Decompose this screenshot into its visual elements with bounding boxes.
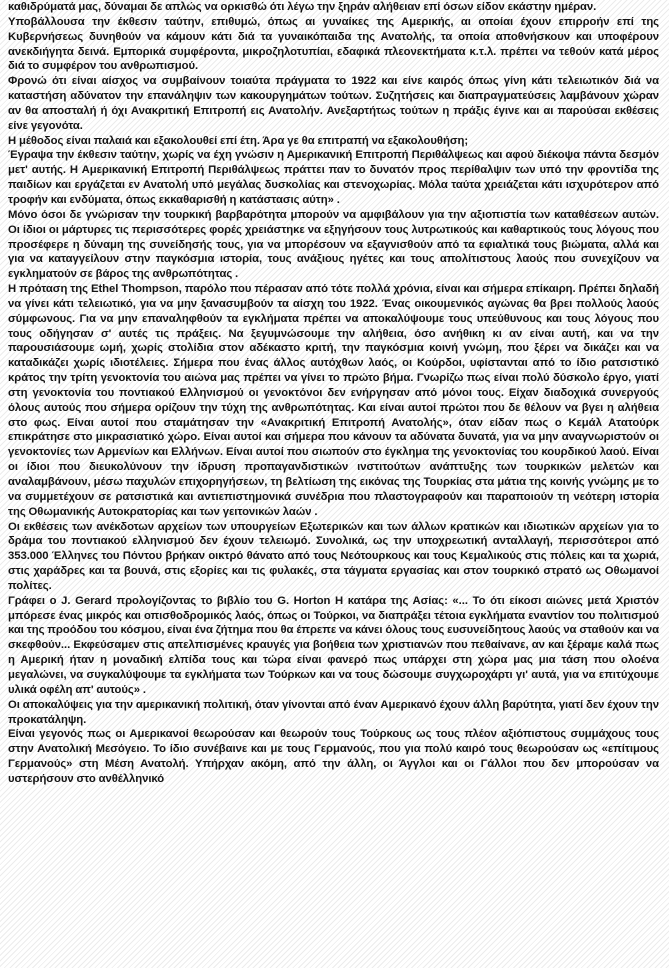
paragraph-relief-committee: Έγραψα την έκθεσιν ταύτην, χωρίς να έχη γνώσιν η Αμερικανική Επιτροπή Περιθάλψεως και αφού διέκοψα πάντα δεσμόν μετ' αυτής. Η Αμερικανική Επιτροπή Περιθάλψεως πράττει παν το δυνατόν προς περίθαλψιν των υπό την φροντίδα της παιδίων και εργάζεται εν Ανατολή υπό μεγάλας δυσκολίας και στενοχωρίας. Μόλα ταύτα χρειάζεται κάτι ισχυρότερον από τροφήν και ενδύματα, όπως εκκαθαρισθή η κατάστασις αύτη» . (8, 149, 659, 206)
paragraph-shame-1922: Φρονώ ότι είναι αίσχος να συμβαίνουν τοιαύτα πράγματα το 1922 και είνε καιρός όπως γίνη κάτι τελειωτικόν διά να καταστήση αδύνατον την επανάληψιν των κακουργημάτων τούτων. Συζητήσεις και διαπραγματεύσεις λαμβάνουν χώραν αν θα αποσταλή ή όχι Ανακριτική Επιτροπή εις Ανατολήν. Ανεξαρτήτως τούτων η πράξις έγινε και αι παρούσαι εκθέσεις είνε γεγονότα. (8, 75, 659, 132)
paragraph-american-policy: Οι αποκαλύψεις για την αμερικανική πολιτική, όταν γίνονται από έναν Αμερικανό έχουν άλλη βαρύτητα, γιατί δεν έχουν την προκατάληψη. (8, 698, 659, 726)
paragraph-witness-credibility: Μόνο όσοι δε γνώρισαν την τουρκική βαρβαρότητα μπορούν να αμφιβάλουν για την αξιοπιστία των καταθέσεων αυτών. Οι ίδιοι οι μάρτυρες τις περισσότερες φορές χρειάστηκε να εξηγήσουν τους λυτρωτικούς και καθαρτικούς τους λόγους που προσέφερε η δύναμη της συνείδησής τους, για να μπορέσουν να εξαγνισθούν από τα εφιαλτικά τους βιώματα, αλλά και για να καταγγείλουν στην παγκόσμια ιστορία, τους ανάξιους ηγέτες και τους απολίτιστους λαούς που συνεχίζουν να εγκληματούν σε βάρος της ανθρωπότητας . (8, 208, 659, 281)
paragraph-report-submission: Υποβάλλουσα την έκθεσιν ταύτην, επιθυμώ, όπως αι γυναίκες της Αμερικής, αι οποίαι έχουν επιρροήν επί της Κυβερνήσεως δυνηθούν να κάμουν κάτι διά τα γυναικόπαιδα της Ανατολής, τα οποία αποθνήσκουν και υποφέρουν ανεκδιήγητα δεινά. Εμπορικά συμφέροντα, μικροζηλοτυπίαι, εδαφικά πλεονεκτήματα κ.τ.λ. πρέπει να τεθούν κατά μέρος διά το συμφέρον του ανθρωπισμού. (8, 15, 659, 73)
paragraph-archive-reports: Οι εκθέσεις των ανέκδοτων αρχείων των υπουργείων Εξωτερικών και των άλλων κρατικών και ιδιωτικών αρχείων για το δράμα του ποντιακού ελληνισμού δεν έχουν τελειωμό. Συνολικά, ως την υποχρεωτική ανταλλαγή, περισσότεροι από 353.000 Έλληνες του Πόντου βρήκαν οικτρό θάνατο από τους Νεότουρκους και τους Κεμαλικούς στις πόλεις και τα χωριά, στις χαράδρες και τα βουνά, στις εξορίες και τις φυλακές, στα τάγματα εργασίας και στον τουρκικό στρατό ως Οθωμανοί πολίτες. (8, 520, 659, 592)
paragraph-allies-fact: Είναι γεγονός πως οι Αμερικανοί θεωρούσαν και θεωρούν τους Τούρκους ως τους πλέον αξιόπιστους συμμάχους τους στην Ανατολική Μεσόγειο. Το ίδιο συνέβαινε και με τους Γερμανούς, που για πολύ καιρό τους θεωρούσαν ως «επίτιμους Γερμανούς» στη Μέση Ανατολή. Υπήρχαν ακόμη, από την άλλη, οι Άγγλοι και οι Γάλλοι που δεν μπορούσαν να υστερήσουν στο ανθέλληνικό (8, 728, 659, 785)
paragraph-thompson-proposal: Η πρόταση της Ethel Thompson, παρόλο που πέρασαν από τότε πολλά χρόνια, είναι και σήμερα επίκαιρη. Πρέπει δηλαδή να γίνει κάτι τελειωτικό, για να μην ξανασυμβούν τα αίσχη του 1922. Ένας οικουμενικός αγώνας θα βρει πολλούς λαούς σύμφωνους. Για να μην επαναληφθούν τα εγκλήματα πρέπει να αποκαλύψουμε τους υπεύθυνους και τους λόγους που τους οδήγησαν σ' αυτές τις πράξεις. Να ξεγυμνώσουμε την αλήθεια, όσο ανήθικη κι αν είναι αυτή, και να την παρουσιάσουμε ωμή, χωρίς στολίδια στον αδέκαστο κριτή, την παγκόσμια κοινή γνώμη, που ξέρει να δικάζει και να καταδικάζει χωρίς ιδιοτέλειες. Σήμερα που ένας άλλος αυτόχθων λαός, οι Κούρδοι, υφίστανται από το ίδιο ρατσιστικό κράτος την τρίτη γενοκτονία του αιώνα μας πρέπει να γίνει το πρώτο βήμα. Γνωρίζω πως είναι πολύ δύσκολο έργο, γιατί στη γενοκτονία του ποντιακού Ελληνισμού οι γενοκτόνοι δεν ενήργησαν από μόνοι τους. Είχαν διαδοχικά συνεργούς όλους αυτούς που σήμερα ορίζουν την τύχη της ανθρωπότητας. Και είναι αυτοί πρώτοι που δε θέλουν να βγει η αλήθεια στο φως. Είναι αυτοί που σταμάτησαν την «Ανακριτική Επιτροπή Ανατολής», όταν είδαν πως ο Κεμάλ Ατατούρκ επικράτησε στο μικρασιατικό χώρο. Είναι αυτοί και σήμερα που κάνουν τα αδύνατα δυνατά, για να μην αναγνωριστούν οι γενοκτονίες των Αρμενίων και Ελλήνων. Είναι αυτοί που σιωπούν στο έγκλημα της γενοκτονίας του κουρδικού λαού. Είναι οι ίδιοι που διευκολύνουν την ίδρυση προπαγανδιστικών ινστιτούτων ανάπτυξης των τουρκικών μελετών και αναλαμβάνουν, μέσω παχυλών επιχορηγήσεων, τη βελτίωση της εικόνας της Τουρκίας στα μάτια της κοινής γνώμης με το να συμμετέχουν σε ρατσιστικά και αντιεπιστημονικά συνέδρια που πλαστογραφούν και παραποιούν τη νεότερη ιστορία της Οθωμανικής Αυτοκρατορίας και των γειτονικών λαών . (8, 283, 659, 518)
paragraph-method-question: Η μέθοδος είναι παλαιά και εξακολουθεί επί έτη. Άρα γε θα επιτραπή να εξακολουθήση; (8, 134, 469, 147)
paragraph-oath: καθιδρύματά μας, δύναμαι δε απλώς να ορκισθώ ότι λέγω την ξηράν αλήθειαν επί όσων είδον εκάστην ημέραν. (8, 1, 597, 13)
paragraph-gerard-quote: Γράφει ο J. Gerard προλογίζοντας το βιβλίο του G. Horton Η κατάρα της Ασίας: «... Το ότι είκοσι αιώνες μετά Χριστόν μπόρεσε ένας μικρός και οπισθοδρομικός λαός, όπως οι Τούρκοι, να διαπράξει τέτοια εγκλήματα εναντίον του πολιτισμού και της προόδου του κόσμου, είναι ένα ζήτημα που θα έπρεπε να κάνει όλους τους ευσυνείδητους λαούς να σταθούν και να σκεφθούν... Εκφεύσαμεν στις απελπισμένες κραυγές για βοήθεια των χριστιανών που πεθαίνανε, αν και ξέραμε καλά πως η Αμερική ήταν η μοναδική ελπίδα τους και τώρα είναι φανερό πως υπάρχει στη χώρα μας μια τάση που ολοένα μεγαλώνει, να συγκαλύψουμε τα εγκλήματα των Τούρκων και να τους δώσουμε συγχωροχάρτι γι' αυτά, για να επιτύχουμε υλικά οφέλη απ' αυτούς» . (8, 594, 660, 696)
